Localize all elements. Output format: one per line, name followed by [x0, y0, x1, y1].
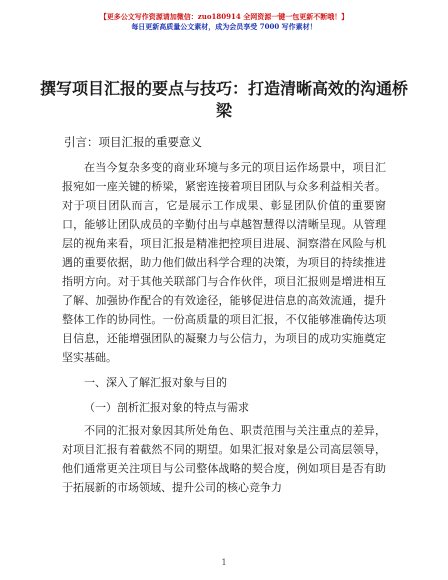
intro-paragraph: 在当今复杂多变的商业环境与多元的项目运作场景中，项目汇报宛如一座关键的桥梁，紧密连接着项目团队与众多利益相关者。对于项目团队而言，它是展示工作成果、彰显团队价值的重要窗口，能够让团队成员的辛勤付出与卓越智慧得以清晰呈现。从管理层的视角来看，项目汇报是精准把控项目进展、洞察潜在风险与机遇的重要依据，助力他们做出科学合理的决策，为项目的持续推进指明方向。对于其他关联部门与合作伙伴，项目汇报则是增进相互了解、加强协作配合的有效途径，能够促进信息的高效流通，提升整体工作的协同性。一份高质量的项目汇报，不仅能够准确传达项目信息，还能增强团队的凝聚力与公信力，为项目的成功实施奠定坚实基础。 [62, 161, 386, 364]
promo-line-2: 每日更新高质量公文素材，成为会员享受 7000 写作素材！ [131, 22, 317, 31]
promo-banner [0, 12, 448, 32]
document-body [62, 158, 386, 497]
subsection-paragraph: 不同的汇报对象因其所处角色、职责范围与关注重点的差异，对项目汇报有着截然不同的期望。如果汇报对象是公司高层领导，他们通常更关注项目与公司整体战略的契合度，例如项目是否有助于拓展新的市场领域、提升公司的核心竞争力 [62, 424, 386, 494]
section-heading: 一、深入了解汇报对象与目的 [84, 376, 227, 389]
intro-heading: 引言：项目汇报的重要意义 [64, 135, 202, 149]
page-number: 1 [221, 558, 227, 567]
promo-line-1: 【更多公文写作资源请加微信：zuo180914 全网资源一键一包更新不断哦！】 [99, 12, 349, 21]
subsection-heading: （一）剖析汇报对象的特点与需求 [84, 401, 249, 414]
document-title: 撰写项目汇报的要点与技巧：打造清晰高效的沟通桥梁 [40, 79, 409, 120]
